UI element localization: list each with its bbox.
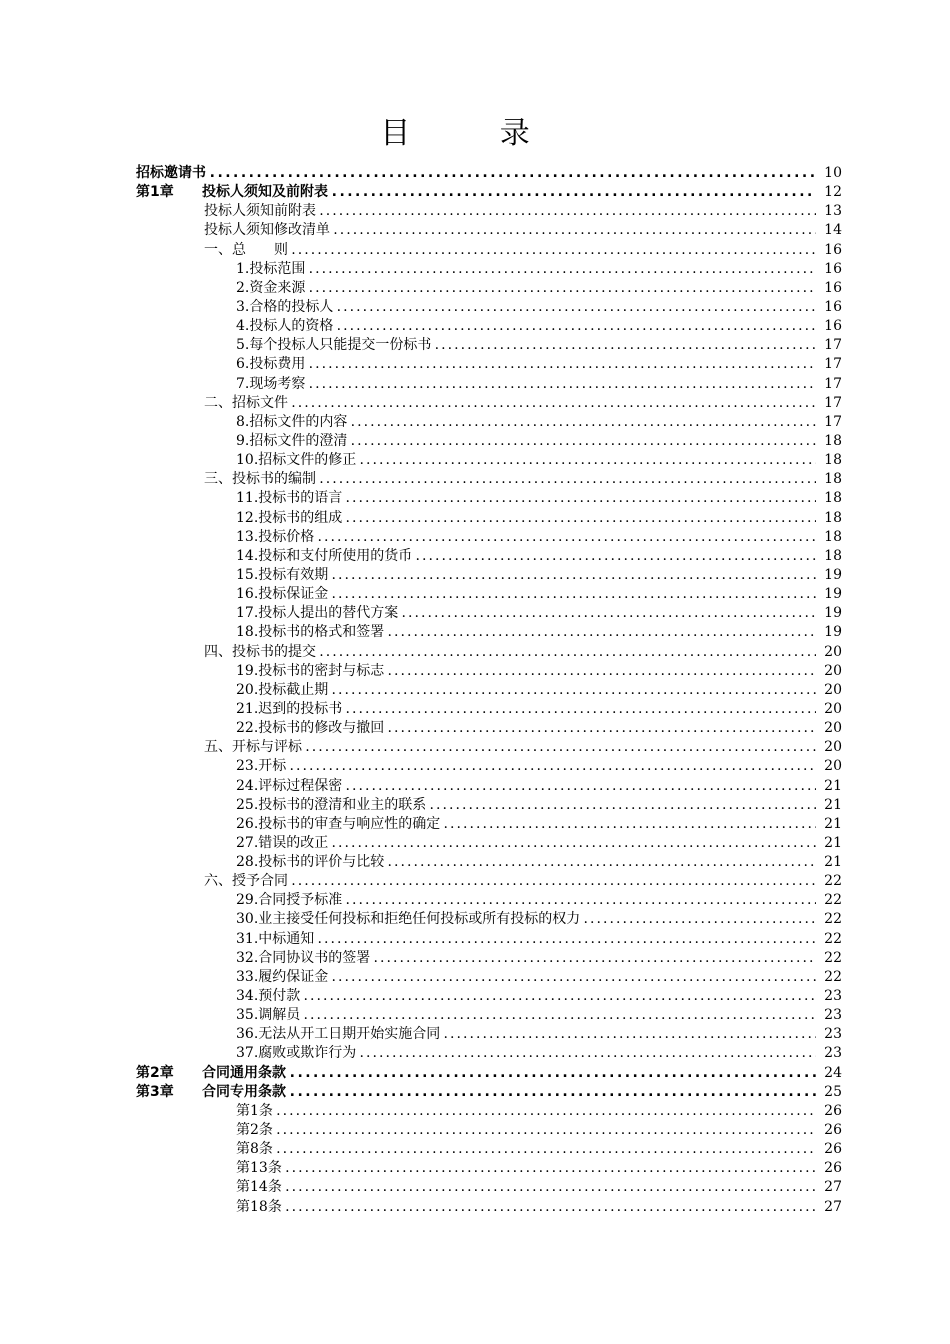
toc-page-number: 20 bbox=[824, 643, 842, 660]
toc-entry-text bbox=[236, 796, 816, 815]
toc-entry-label: 10.招标文件的修正 bbox=[236, 452, 357, 469]
toc-chapter-number: 第2章 bbox=[136, 1064, 174, 1081]
toc-entry[interactable] bbox=[136, 891, 842, 910]
toc-page-number: 22 bbox=[824, 911, 842, 928]
toc-entry-text bbox=[236, 910, 816, 929]
toc-entry[interactable] bbox=[136, 623, 842, 642]
toc-entry-label: 24.评标过程保密 bbox=[236, 777, 343, 794]
toc-page-number: 18 bbox=[824, 528, 842, 545]
toc-entry[interactable] bbox=[136, 1198, 842, 1217]
toc-entry-text bbox=[236, 1159, 816, 1178]
toc-page-number: 16 bbox=[824, 298, 842, 315]
toc-entry[interactable] bbox=[136, 279, 842, 298]
toc-entry-text bbox=[236, 853, 816, 872]
toc-entry-text bbox=[204, 470, 816, 489]
toc-entry-label: 34.预付款 bbox=[236, 988, 301, 1005]
toc-entry[interactable] bbox=[136, 451, 842, 470]
toc-entry-text bbox=[236, 528, 816, 547]
toc-entry-text bbox=[236, 815, 816, 834]
toc-entry-text bbox=[236, 1025, 816, 1044]
toc-page-number: 22 bbox=[824, 892, 842, 909]
toc-entry-label: 第13条 bbox=[236, 1160, 282, 1177]
toc-entry-label: 17.投标人提出的替代方案 bbox=[236, 605, 399, 622]
toc-entry-text bbox=[236, 279, 816, 298]
toc-page-number: 23 bbox=[824, 1026, 842, 1043]
toc-entry-text bbox=[204, 394, 816, 413]
toc-page-number: 20 bbox=[824, 662, 842, 679]
toc-entry-text bbox=[236, 413, 816, 432]
toc-page-number: 18 bbox=[824, 452, 842, 469]
toc-entry-text bbox=[204, 872, 816, 891]
toc-entry-label: 4.投标人的资格 bbox=[236, 318, 334, 335]
toc-entry-label: 5.每个投标人只能提交一份标书 bbox=[236, 337, 432, 354]
toc-entry[interactable] bbox=[136, 834, 842, 853]
toc-entry-label: 3.合格的投标人 bbox=[236, 298, 334, 315]
toc-entry-label: 29.合同授予标准 bbox=[236, 892, 343, 909]
toc-entry-label: 三、投标书的编制 bbox=[204, 471, 316, 488]
toc-page-number: 14 bbox=[824, 222, 842, 239]
toc-entry-label: 9.招标文件的澄清 bbox=[236, 432, 348, 449]
toc-entry[interactable] bbox=[136, 528, 842, 547]
toc-entry-label: 36.无法从开工日期开始实施合同 bbox=[236, 1026, 441, 1043]
toc-entry-text bbox=[236, 489, 816, 508]
toc-page-number: 18 bbox=[824, 547, 842, 564]
toc-page-number: 16 bbox=[824, 318, 842, 335]
toc-entry[interactable] bbox=[136, 987, 842, 1006]
toc-page-number: 17 bbox=[824, 356, 842, 373]
toc-entry-label: 第18条 bbox=[236, 1198, 282, 1215]
toc-page-number: 26 bbox=[824, 1141, 842, 1158]
toc-entry[interactable] bbox=[136, 336, 842, 355]
toc-entry[interactable] bbox=[136, 1159, 842, 1178]
toc-page-number: 18 bbox=[824, 509, 842, 526]
toc-entry-text bbox=[236, 834, 816, 853]
toc-entry-text bbox=[236, 1006, 816, 1025]
toc-page-number: 21 bbox=[824, 815, 842, 832]
toc-entry[interactable] bbox=[136, 853, 842, 872]
toc-page-number: 22 bbox=[824, 968, 842, 985]
toc-entry[interactable] bbox=[136, 815, 842, 834]
toc-page-number: 21 bbox=[824, 796, 842, 813]
toc-entry-text bbox=[236, 681, 816, 700]
toc-entry-label: 22.投标书的修改与撤回 bbox=[236, 720, 385, 737]
toc-entry[interactable] bbox=[136, 910, 842, 929]
toc-entry-text bbox=[236, 1140, 816, 1159]
toc-entry[interactable] bbox=[136, 1083, 842, 1102]
toc-entry-label: 第14条 bbox=[236, 1179, 282, 1196]
toc-entry-label: 16.投标保证金 bbox=[236, 586, 329, 603]
toc-entry-label: 六、授予合同 bbox=[204, 873, 288, 890]
toc-entry-text bbox=[236, 662, 816, 681]
toc-entry-text bbox=[204, 643, 816, 662]
toc-page-number: 17 bbox=[824, 394, 842, 411]
toc-entry-label: 合同专用条款 bbox=[202, 1083, 286, 1100]
toc-entry[interactable] bbox=[136, 968, 842, 987]
toc-entry[interactable] bbox=[136, 413, 842, 432]
toc-entry-text bbox=[136, 1064, 816, 1083]
toc-entry[interactable] bbox=[136, 355, 842, 374]
toc-page-number: 24 bbox=[824, 1064, 842, 1081]
toc-entry-label: 32.合同协议书的签署 bbox=[236, 949, 371, 966]
toc-entry-text bbox=[236, 777, 816, 796]
toc-page-number: 18 bbox=[824, 471, 842, 488]
toc-entry[interactable] bbox=[136, 1102, 842, 1121]
toc-entry-text bbox=[236, 509, 816, 528]
toc-page-number: 27 bbox=[824, 1198, 842, 1215]
toc-entry[interactable] bbox=[136, 777, 842, 796]
toc-entry-label: 18.投标书的格式和签署 bbox=[236, 624, 385, 641]
toc-entry-text bbox=[236, 298, 816, 317]
toc-entry-label: 投标人须知前附表 bbox=[204, 203, 316, 220]
toc-entry-label: 12.投标书的组成 bbox=[236, 509, 343, 526]
toc-page-number: 20 bbox=[824, 758, 842, 775]
toc-entry-label: 投标人须知及前附表 bbox=[202, 184, 328, 201]
toc-entry-label: 35.调解员 bbox=[236, 1007, 301, 1024]
toc-entry-label: 28.投标书的评价与比较 bbox=[236, 854, 385, 871]
toc-entry-text bbox=[236, 968, 816, 987]
toc-entry[interactable] bbox=[136, 585, 842, 604]
toc-page-number: 22 bbox=[824, 930, 842, 947]
toc-entry[interactable] bbox=[136, 1178, 842, 1197]
toc-entry-text bbox=[236, 375, 816, 394]
toc-entry-label: 14.投标和支付所使用的货币 bbox=[236, 547, 413, 564]
toc-entry-label: 25.投标书的澄清和业主的联系 bbox=[236, 796, 427, 813]
toc-entry-text bbox=[204, 241, 816, 260]
toc-entry-text bbox=[236, 719, 816, 738]
toc-entry-text bbox=[204, 738, 816, 757]
toc-entry-text bbox=[236, 1178, 816, 1197]
toc-entry[interactable] bbox=[136, 757, 842, 776]
toc-entry[interactable] bbox=[136, 1025, 842, 1044]
toc-page-number: 20 bbox=[824, 681, 842, 698]
toc-entry[interactable] bbox=[136, 547, 842, 566]
toc-entry-text bbox=[236, 949, 816, 968]
toc-entry-label: 6.投标费用 bbox=[236, 356, 306, 373]
toc-entry-text bbox=[236, 451, 816, 470]
toc-entry-label: 一、总 则 bbox=[204, 241, 288, 258]
toc-entry-label: 第8条 bbox=[236, 1141, 273, 1158]
toc-entry[interactable] bbox=[136, 202, 842, 221]
toc-entry[interactable] bbox=[136, 738, 842, 757]
toc-entry-text bbox=[236, 317, 816, 336]
toc-entry[interactable] bbox=[136, 872, 842, 891]
toc-entry-label: 30.业主接受任何投标和拒绝任何投标或所有投标的权力 bbox=[236, 911, 581, 928]
toc-entry-text bbox=[136, 1083, 816, 1102]
toc-chapter-number: 第3章 bbox=[136, 1083, 174, 1100]
toc-entry[interactable] bbox=[136, 796, 842, 815]
toc-entry[interactable] bbox=[136, 1140, 842, 1159]
toc-page-number: 16 bbox=[824, 279, 842, 296]
toc-entry-label: 2.资金来源 bbox=[236, 279, 306, 296]
toc-page-number: 25 bbox=[824, 1083, 842, 1100]
toc-entry[interactable] bbox=[136, 432, 842, 451]
toc-entry-text bbox=[236, 566, 816, 585]
toc-page-number: 18 bbox=[824, 432, 842, 449]
toc-entry[interactable] bbox=[136, 394, 842, 413]
toc-page-number: 17 bbox=[824, 375, 842, 392]
toc-page-number: 19 bbox=[824, 566, 842, 583]
toc-entry[interactable] bbox=[136, 566, 842, 585]
toc-entry[interactable] bbox=[136, 1064, 842, 1083]
toc-entry-text bbox=[204, 221, 816, 240]
toc-page-number: 20 bbox=[824, 739, 842, 756]
toc-page-number: 20 bbox=[824, 720, 842, 737]
toc-entry[interactable] bbox=[136, 221, 842, 240]
toc-page-number: 20 bbox=[824, 700, 842, 717]
toc-page-number: 27 bbox=[824, 1179, 842, 1196]
toc-entry[interactable] bbox=[136, 1121, 842, 1140]
toc-entry-text bbox=[236, 891, 816, 910]
toc-entry-label: 37.腐败或欺诈行为 bbox=[236, 1045, 357, 1062]
toc-entry-text bbox=[236, 355, 816, 374]
toc-entry-text bbox=[136, 183, 816, 202]
toc-entry-label: 1.投标范围 bbox=[236, 260, 306, 277]
toc-page-number: 10 bbox=[824, 165, 842, 181]
toc-entry-text bbox=[136, 164, 816, 183]
toc-entry-label: 26.投标书的审查与响应性的确定 bbox=[236, 815, 441, 832]
toc-entry-text bbox=[236, 336, 816, 355]
toc-entry-label: 8.招标文件的内容 bbox=[236, 413, 348, 430]
toc-entry[interactable] bbox=[136, 662, 842, 681]
toc-entry-text bbox=[236, 432, 816, 451]
toc-entry-text bbox=[204, 202, 816, 221]
toc-entry[interactable] bbox=[136, 260, 842, 279]
toc-entry[interactable] bbox=[136, 719, 842, 738]
toc-entry-label: 四、投标书的提交 bbox=[204, 643, 316, 660]
toc-entry-label: 13.投标价格 bbox=[236, 528, 315, 545]
toc-page-number: 22 bbox=[824, 873, 842, 890]
toc-entry-label: 合同通用条款 bbox=[202, 1064, 286, 1081]
toc-entry[interactable] bbox=[136, 183, 842, 202]
toc-entry-label: 第1条 bbox=[236, 1102, 273, 1119]
toc-page-number: 13 bbox=[824, 203, 842, 220]
toc-entry-label: 11.投标书的语言 bbox=[236, 490, 343, 507]
toc-entry[interactable] bbox=[136, 1044, 842, 1063]
toc-entry-label: 五、开标与评标 bbox=[204, 739, 302, 756]
toc-entry-label: 第2条 bbox=[236, 1122, 273, 1139]
toc-entry-text bbox=[236, 547, 816, 566]
toc-entry-text bbox=[236, 623, 816, 642]
toc-entry-text bbox=[236, 757, 816, 776]
toc-page-number: 12 bbox=[824, 184, 842, 201]
toc-page-number: 26 bbox=[824, 1122, 842, 1139]
toc-entry[interactable] bbox=[136, 1006, 842, 1025]
toc-page-number: 21 bbox=[824, 777, 842, 794]
toc-entry-text bbox=[236, 260, 816, 279]
toc-page-number: 16 bbox=[824, 260, 842, 277]
toc-page-number: 17 bbox=[824, 413, 842, 430]
toc-page-number: 17 bbox=[824, 337, 842, 354]
toc-page-number: 19 bbox=[824, 586, 842, 603]
toc-entry-text bbox=[236, 1121, 816, 1140]
toc-entry[interactable] bbox=[136, 164, 842, 183]
toc-entry[interactable] bbox=[136, 509, 842, 528]
page-title: 目 录 bbox=[380, 116, 570, 151]
toc-page-number: 18 bbox=[824, 490, 842, 507]
toc-entry-label: 23.开标 bbox=[236, 758, 287, 775]
toc-page-number: 26 bbox=[824, 1160, 842, 1177]
toc-page-number: 23 bbox=[824, 988, 842, 1005]
toc-page-number: 23 bbox=[824, 1045, 842, 1062]
toc-page-number: 23 bbox=[824, 1007, 842, 1024]
toc-entry-label: 20.投标截止期 bbox=[236, 681, 329, 698]
toc-entry[interactable] bbox=[136, 681, 842, 700]
toc-entry-label: 15.投标有效期 bbox=[236, 566, 329, 583]
toc-entry[interactable] bbox=[136, 700, 842, 719]
toc-entry-label: 投标人须知修改清单 bbox=[204, 222, 330, 239]
toc-page-number: 16 bbox=[824, 241, 842, 258]
toc-entry-label: 31.中标通知 bbox=[236, 930, 315, 947]
toc-page-number: 19 bbox=[824, 605, 842, 622]
toc-entry-text bbox=[236, 585, 816, 604]
toc-entry[interactable] bbox=[136, 930, 842, 949]
toc-entry[interactable] bbox=[136, 241, 842, 260]
toc-entry-text bbox=[236, 604, 816, 623]
toc-entry-text bbox=[236, 1102, 816, 1121]
toc-entry-label: 7.现场考察 bbox=[236, 375, 306, 392]
toc-entry-label: 招标邀请书 bbox=[136, 165, 206, 181]
toc-entry[interactable] bbox=[136, 375, 842, 394]
toc-entry[interactable] bbox=[136, 604, 842, 623]
toc-page-number: 21 bbox=[824, 854, 842, 871]
toc-entry[interactable] bbox=[136, 298, 842, 317]
toc-page-number: 26 bbox=[824, 1102, 842, 1119]
toc-entry-label: 二、招标文件 bbox=[204, 394, 288, 411]
toc-entry-text bbox=[236, 700, 816, 719]
toc-entry-text bbox=[236, 930, 816, 949]
toc-entry-label: 33.履约保证金 bbox=[236, 968, 329, 985]
toc-chapter-number: 第1章 bbox=[136, 184, 174, 201]
toc-page-number: 19 bbox=[824, 624, 842, 641]
toc-entry[interactable] bbox=[136, 470, 842, 489]
toc-entry-label: 19.投标书的密封与标志 bbox=[236, 662, 385, 679]
toc-entry[interactable] bbox=[136, 317, 842, 336]
toc-entry-text bbox=[236, 1198, 816, 1217]
toc-entry[interactable] bbox=[136, 643, 842, 662]
toc-entry[interactable] bbox=[136, 489, 842, 508]
toc-page-number: 22 bbox=[824, 949, 842, 966]
toc-page-number: 21 bbox=[824, 834, 842, 851]
toc-entry-text bbox=[236, 1044, 816, 1063]
table-of-contents bbox=[136, 164, 842, 1217]
toc-entry[interactable] bbox=[136, 949, 842, 968]
toc-entry-label: 27.错误的改正 bbox=[236, 834, 329, 851]
toc-entry-label: 21.迟到的投标书 bbox=[236, 700, 343, 717]
toc-entry-text bbox=[236, 987, 816, 1006]
